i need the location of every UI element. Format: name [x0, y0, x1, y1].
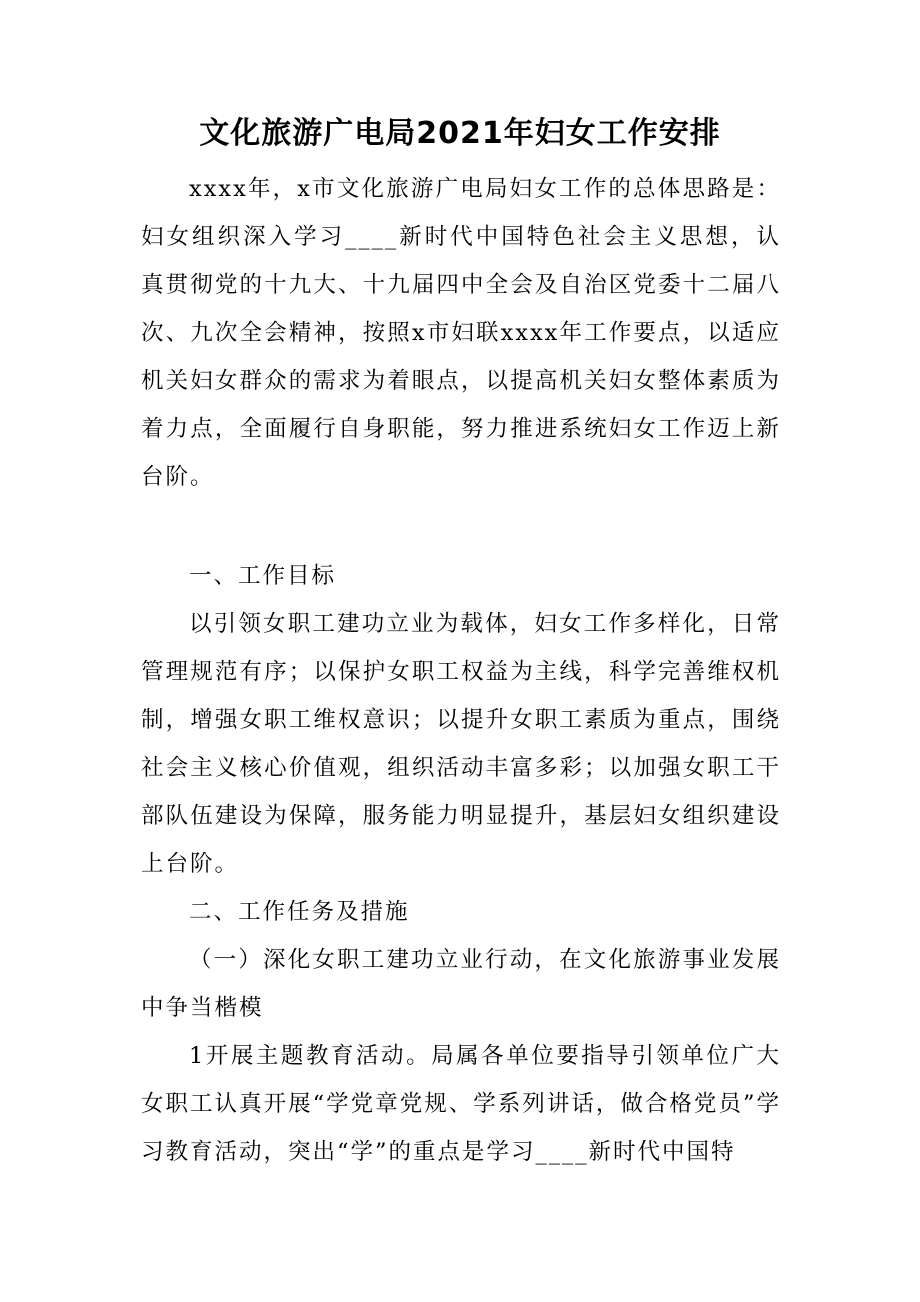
section-heading-tasks: 二、工作任务及措施 [189, 899, 410, 925]
document-title: 文化旅游广电局2021年妇女工作安排 [199, 116, 721, 151]
goals-paragraph: 以引领女职工建功立业为载体，妇女工作多样化，日常管理规范有序；以保护女职工权益为主线，科学完善维权机制，增强女职工维权意识；以提升女职工素质为重点，围绕社会主义核心价值观，组织活动丰富多彩；以加强女职工干部队伍建设为保障，服务能力明显提升，基层妇女组织建设上台阶。 [141, 611, 781, 877]
item-1-paragraph: 1开展主题教育活动。局属各单位要指导引领单位广大女职工认真开展“学党章党规、学系列讲话，做合格党员”学习教育活动，突出“学”的重点是学习____新时代中国特 [141, 1043, 781, 1165]
section-heading-goals: 一、工作目标 [189, 563, 337, 589]
intro-paragraph: xxxx年，x市文化旅游广电局妇女工作的总体思路是：妇女组织深入学习____新时代中国特色社会主义思想，认真贯彻党的十九大、十九届四中全会及自治区党委十二届八次、九次全会精神，按照x市妇联xxxx年工作要点，以适应机关妇女群众的需求为着眼点，以提高机关妇女整体素质为着力点，全面履行自身职能，努力推进系统妇女工作迈上新台阶。 [141, 176, 781, 490]
subsection-heading-1: （一）深化女职工建功立业行动，在文化旅游事业发展中争当楷模 [141, 947, 781, 1021]
